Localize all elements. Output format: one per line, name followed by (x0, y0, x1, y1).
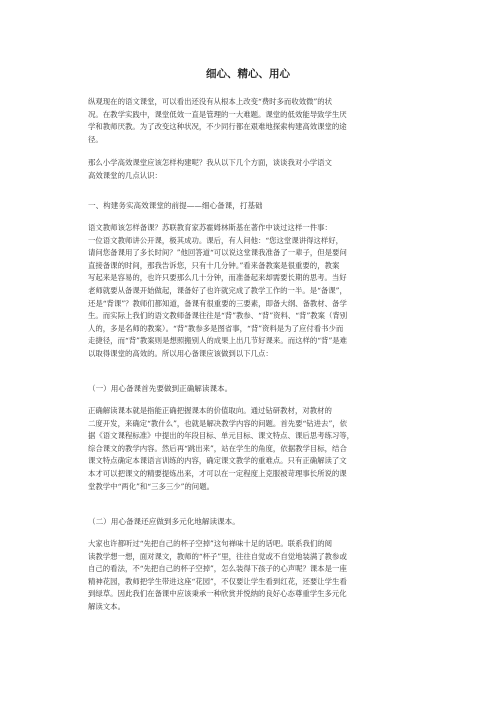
text-line: 直接备课的时间，那我告诉您，只有十几分钟。”看来备教案是很重要的，教案 (88, 260, 340, 270)
text-line: 人的，多是名师的教案）。“背”教参多是图省事，“背”资料是为了应付看书少而 (88, 323, 344, 333)
text-line: 课文特点确定本课语言训练的内容，确定课文教学的重难点。只有正确解读了文 (88, 456, 347, 466)
text-line: 一位语文教师讲公开课，极其成功。课后，有人问他：“您这堂课讲得这样好， (88, 235, 344, 245)
text-line: 精神花园，教师把学生带进这座“花园”，不仅要让学生看到红花，还要让学生看 (88, 576, 347, 586)
text-line: 还是“背课”？教师们都知道，备课有很重要的三要素，即备大纲、备教材、备学 (88, 298, 347, 308)
text-line: 那么小学高效课堂应该怎样构建呢？我从以下几个方面，谈谈我对小学语文 (88, 158, 332, 167)
text-line: 高效课堂的几点认识： (88, 170, 162, 180)
text-line: 正确解读课本就是指能正确把握课本的价值取向。通过钻研教材，对教材的 (88, 406, 332, 415)
text-line: 本才可以把课文的精要提炼出来，才可以在一定程度上克服被苛理事长所说的课 (88, 468, 347, 478)
text-line: 以取得课堂的高效的。所以用心备课应该做到以下几点： (88, 348, 273, 358)
paragraph-lesson-prep (88, 222, 412, 361)
text-line: 纵观现在的语文课堂，可以看出还没有从根本上改变“费时多而收效微”的状 (88, 97, 333, 106)
text-line: 二度开发，来确定“教什么”，也就是解决教学内容的问题。首先要“钻进去”，依 (88, 418, 348, 428)
text-line: 请问您备课用了多长时间？”他回答道“可以说这堂课我准备了一辈子，但是要问 (88, 248, 347, 258)
text-line: 况。在教学实践中，课堂低效一直是管理的一大难题。课堂的低效能导致学生厌 (88, 109, 347, 119)
subsection-heading-2: （二）用心备课还应做到多元化地解读课本。 (88, 517, 240, 526)
text-line: 自己的看法，不“先把自己的杯子空掉”，怎么装得下孩子的心声呢？课本是一座 (88, 564, 347, 574)
text-line: 写起来是容易的，也许只要那么几十分钟，而准备起来却需要长期的思考。当好 (88, 273, 347, 283)
text-line: 解读文本。 (88, 601, 125, 611)
text-line: 学和教师厌教。为了改变这种状况，不少同行都在艰难地探索构建高效课堂的途 (88, 122, 347, 132)
paragraph-intro (88, 96, 412, 146)
text-line: 综合课文的教学内容。然后再“跳出来”，站在学生的角度，依据教学目标，结合 (88, 443, 347, 453)
text-line: 读教学想一想，面对课文，教师的“杯子”里，往往自觉或不自觉地装满了教参或 (88, 551, 347, 561)
text-line: 据《语文课程标准》中提出的年段目标、单元目标、课文特点、课后思考练习等， (88, 431, 355, 441)
section-heading-1: 一、构建务实高效课堂的前提——细心备课，打基础 (88, 201, 263, 210)
text-line: 到绿草。因此我们在备课中应该秉承一种欣赏并悦纳的良好心态尊重学生多元化 (88, 589, 347, 599)
subsection-heading-1: （一）用心备课首先要做到正确解读课本。 (88, 384, 233, 393)
text-line: 堂教学中“两化”和“三多三少”的问题。 (88, 481, 214, 491)
text-line: 老师就要从备课开始做起，课备好了也许就完成了教学工作的一半。是“备课”， (88, 285, 347, 295)
text-line: 生。而实际上我们的语文教师备课往往是“背”教参、“背”资料、“背”教案（背别 (88, 311, 348, 321)
text-line: 走捷径，而“背”教案则是想照搬别人的成果上出几节好课来。而这样的“背”是难 (88, 336, 348, 346)
text-line: 大家也许都听过“先把自己的杯子空掉”这句禅味十足的话吧。联系我们的阅 (88, 539, 333, 548)
paragraph-interpret-text (88, 405, 412, 493)
paragraph-question (88, 157, 412, 182)
text-line: 径。 (88, 134, 103, 144)
document-title: 细心、精心、用心 (206, 68, 290, 80)
text-line: 语文教师该怎样备课？苏联教育家苏霍姆林斯基在著作中谈过这样一件事： (88, 223, 332, 232)
paragraph-diverse-reading (88, 538, 412, 614)
